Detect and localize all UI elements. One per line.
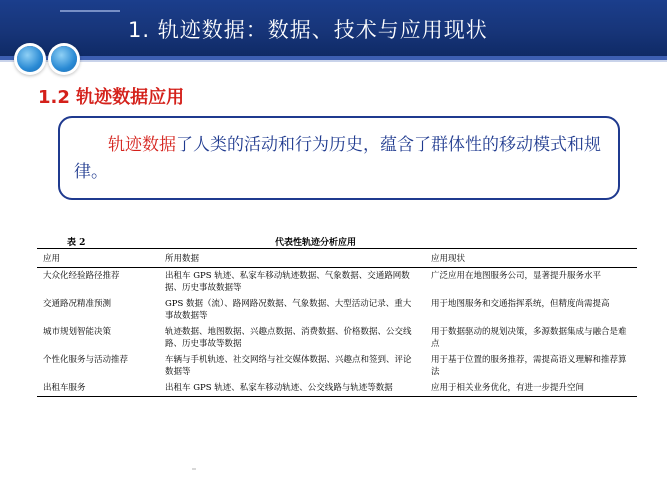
- table-cell: 用于基于位置的服务推荐，需提高语义理解和推荐算法: [431, 355, 627, 377]
- table-cell: 轨迹数据、地图数据、兴趣点数据、消费数据、价格数据、公交线路、历史事故等数据: [165, 327, 412, 349]
- slide-title: 1. 轨迹数据：数据、技术与应用现状: [128, 18, 488, 42]
- table-cell: 大众化经验路径推荐: [43, 271, 120, 281]
- table-cell: 交通路况精准预测: [43, 299, 112, 309]
- table-cell: 出租车 GPS 轨迹、私家车移动轨迹、公交线路与轨迹等数据: [165, 383, 393, 393]
- column-header: 所用数据: [159, 249, 425, 268]
- table-row: [37, 296, 637, 324]
- table-row: [37, 352, 637, 380]
- title-bar: [0, 0, 667, 56]
- decorative-circle-icon: [51, 46, 77, 72]
- section-title: 1.2 轨迹数据应用: [38, 87, 185, 108]
- table-row: [37, 380, 637, 397]
- table-cell: 出租车 GPS 轨迹、私家车移动轨迹数据、气象数据、交通路网数据、历史事故数据等: [165, 271, 410, 293]
- table-cell: 应用于相关业务优化，有进一步提升空间: [431, 383, 585, 393]
- table-row: [37, 324, 637, 352]
- callout-highlight: 轨迹数据: [108, 135, 176, 155]
- table-cell: 广泛应用在地图服务公司，显著提升服务水平: [431, 271, 602, 281]
- table-cell: 用于数据驱动的规划决策，多源数据集成与融合是难点: [431, 327, 627, 349]
- header-decoration-line: [60, 10, 120, 12]
- callout-text: [74, 132, 609, 186]
- table-row: [37, 268, 637, 297]
- table-cell: 出租车服务: [43, 383, 86, 393]
- table-caption: 代表性轨迹分析应用: [275, 238, 357, 248]
- table-header: [37, 232, 637, 248]
- table-cell: 个性化服务与活动推荐: [43, 355, 129, 365]
- column-header: 应用现状: [425, 249, 637, 268]
- applications-table: [37, 248, 637, 397]
- header-divider: [0, 60, 667, 62]
- table-cell: 城市规划智能决策: [43, 327, 112, 337]
- table-header-row: [37, 249, 637, 268]
- column-header: 应用: [37, 249, 159, 268]
- table-container: [37, 232, 637, 397]
- callout-box: [58, 116, 620, 200]
- table-cell: GPS 数据（流）、路网路况数据、气象数据、大型活动记录、重大事故数据等: [165, 299, 412, 321]
- decorative-circle-icon: [17, 46, 43, 72]
- table-label: 表 2: [67, 238, 86, 248]
- table-cell: 车辆与手机轨迹、社交网络与社交媒体数据、兴趣点和签到、评论数据等: [165, 355, 412, 377]
- table-cell: 用于地图服务和交通指挥系统，但精度尚需提高: [431, 299, 610, 309]
- decorative-mark: [192, 468, 196, 470]
- callout-body: 了人类的活动和行为历史，蕴含了群体性的移动模式和规律。: [74, 135, 601, 182]
